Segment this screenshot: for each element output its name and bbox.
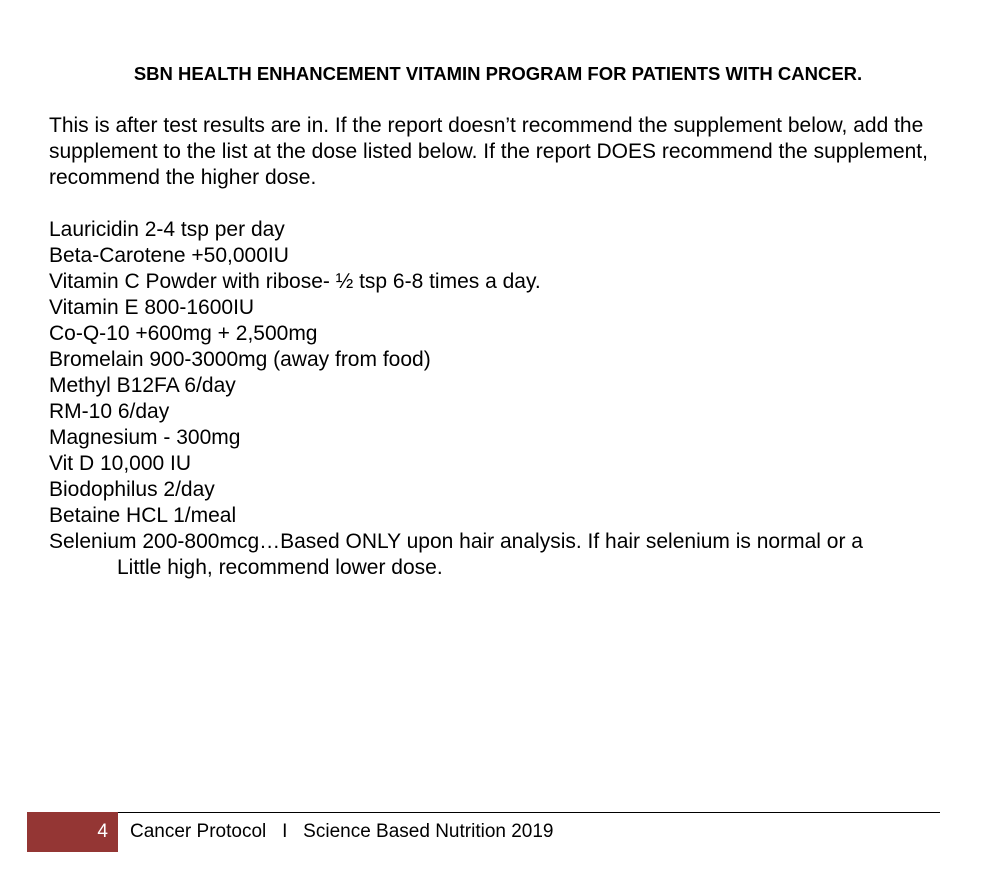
intro-paragraph: This is after test results are in. If the report doesn’t recommend the supplement below, add the supplement to the list at the dose listed below. If the report DOES recommend the supplement, recommend the higher dose.: [49, 114, 928, 189]
supplement-item-text: Selenium 200-800mcg…Based ONLY upon hair analysis. If hair selenium is normal or a: [49, 530, 863, 553]
supplement-item: Lauricidin 2-4 tsp per day: [49, 218, 285, 241]
footer-divider: [118, 812, 940, 813]
supplement-item: Beta-Carotene +50,000IU: [49, 244, 289, 267]
document-title: [0, 63, 990, 85]
document-title-text: SBN HEALTH ENHANCEMENT VITAMIN PROGRAM FOR PATIENTS WITH CANCER.: [133, 63, 863, 84]
supplement-item: RM-10 6/day: [49, 400, 170, 423]
supplement-item: Betaine HCL 1/meal: [49, 504, 237, 527]
supplement-item: Methyl B12FA 6/day: [49, 374, 236, 397]
supplement-item-continuation: Little high, recommend lower dose.: [117, 556, 443, 579]
footer-text: Cancer Protocol I Science Based Nutrition 2019: [130, 821, 554, 842]
page-number: 4: [97, 821, 108, 842]
footer-page-badge: [27, 812, 118, 852]
supplement-item: Vitamin E 800-1600IU: [49, 296, 255, 319]
supplement-item: Co-Q-10 +600mg + 2,500mg: [49, 322, 318, 345]
supplement-item: Vitamin C Powder with ribose- ½ tsp 6-8 times a day.: [49, 270, 541, 293]
supplement-item: Biodophilus 2/day: [49, 478, 215, 501]
supplement-item: Vit D 10,000 IU: [49, 452, 192, 475]
supplement-list: [49, 217, 969, 581]
supplement-item: Magnesium - 300mg: [49, 426, 241, 449]
supplement-item-selenium: [49, 529, 969, 581]
supplement-item: Bromelain 900-3000mg (away from food): [49, 348, 431, 371]
